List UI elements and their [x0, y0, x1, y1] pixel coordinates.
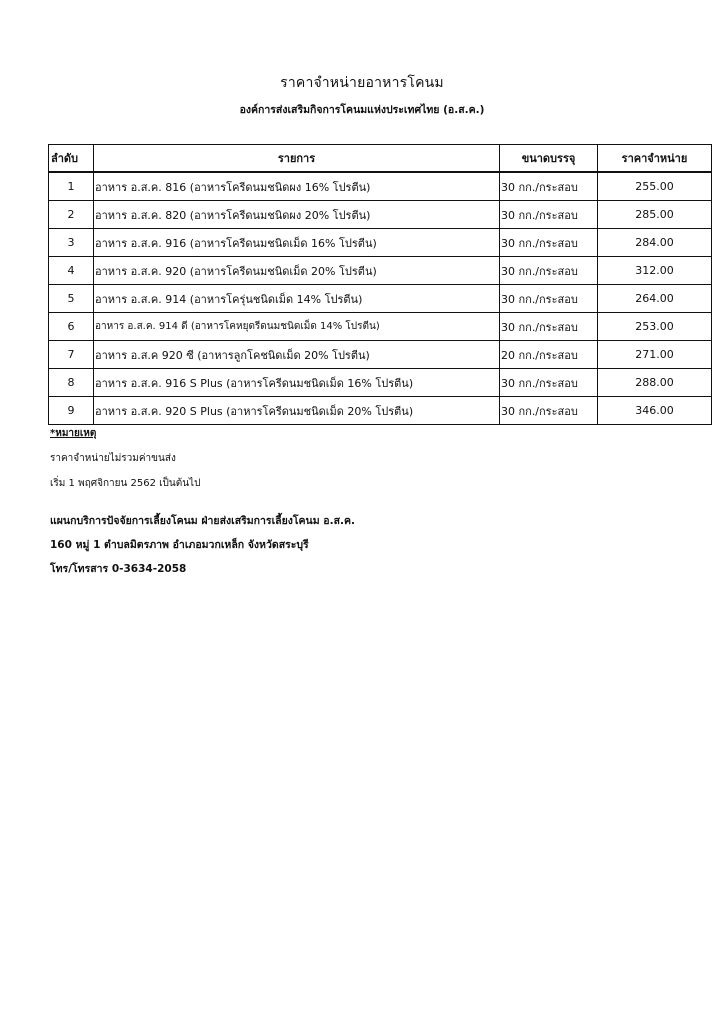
row-number: 3 [49, 229, 94, 257]
row-price: 312.00 [598, 257, 712, 285]
row-item: อาหาร อ.ส.ค. 816 (อาหารโครีดนมชนิดผง 16% โปรตีน) [94, 172, 500, 201]
row-item: อาหาร อ.ส.ค. 920 S Plus (อาหารโครีดนมชนิดเม็ด 20% โปรตีน) [94, 397, 500, 425]
row-package: 30 กก./กระสอบ [500, 229, 598, 257]
table-row [49, 397, 712, 425]
row-item: อาหาร อ.ส.ค. 820 (อาหารโครีดนมชนิดผง 20% โปรตีน) [94, 201, 500, 229]
row-package: 30 กก./กระสอบ [500, 369, 598, 397]
contact-address: 160 หมู่ 1 ตำบลมิตรภาพ อำเภอมวกเหล็ก จังหวัดสระบุรี [50, 539, 309, 551]
contact-phone: โทร/โทรสาร 0-3634-2058 [50, 563, 187, 575]
row-package: 30 กก./กระสอบ [500, 285, 598, 313]
row-price: 253.00 [598, 313, 712, 341]
row-item: อาหาร อ.ส.ค 920 ซี (อาหารลูกโคชนิดเม็ด 20% โปรตีน) [94, 341, 500, 369]
row-price: 255.00 [598, 172, 712, 201]
header-price: ราคาจำหน่าย [598, 145, 712, 173]
row-package: 30 กก./กระสอบ [500, 201, 598, 229]
row-number: 1 [49, 172, 94, 201]
table-row [49, 229, 712, 257]
row-price: 346.00 [598, 397, 712, 425]
row-number: 5 [49, 285, 94, 313]
row-number: 8 [49, 369, 94, 397]
row-item: อาหาร อ.ส.ค. 914 ดี (อาหารโคหยุดรีดนมชนิดเม็ด 14% โปรตีน) [94, 313, 500, 341]
row-item: อาหาร อ.ส.ค. 916 S Plus (อาหารโครีดนมชนิดเม็ด 16% โปรตีน) [94, 369, 500, 397]
contact-section [50, 514, 355, 586]
row-package: 20 กก./กระสอบ [500, 341, 598, 369]
row-number: 7 [49, 341, 94, 369]
row-price: 264.00 [598, 285, 712, 313]
notes-section [50, 426, 200, 491]
page-title: ราคาจำหน่ายอาหารโคนม [280, 75, 444, 91]
row-price: 284.00 [598, 229, 712, 257]
page-subtitle: องค์การส่งเสริมกิจการโคนมแห่งประเทศไทย (อ.ส.ค.) [239, 104, 485, 116]
row-number: 9 [49, 397, 94, 425]
row-number: 4 [49, 257, 94, 285]
table-row [49, 313, 712, 341]
row-package: 30 กก./กระสอบ [500, 397, 598, 425]
row-package: 30 กก./กระสอบ [500, 313, 598, 341]
row-price: 288.00 [598, 369, 712, 397]
table-row [49, 369, 712, 397]
table-row [49, 341, 712, 369]
notes-title: *หมายเหตุ [50, 428, 97, 439]
row-item: อาหาร อ.ส.ค. 914 (อาหารโครุ่นชนิดเม็ด 14% โปรตีน) [94, 285, 500, 313]
row-number: 6 [49, 313, 94, 341]
header-item: รายการ [94, 145, 500, 173]
table-row [49, 201, 712, 229]
note-line: เริ่ม 1 พฤศจิกายน 2562 เป็นต้นไป [50, 478, 201, 489]
header-no: ลำดับ [49, 145, 94, 173]
header-package: ขนาดบรรจุ [500, 145, 598, 173]
row-package: 30 กก./กระสอบ [500, 257, 598, 285]
row-package: 30 กก./กระสอบ [500, 172, 598, 201]
note-line: ราคาจำหน่ายไม่รวมค่าขนส่ง [50, 453, 176, 464]
row-price: 285.00 [598, 201, 712, 229]
table-header-row [49, 145, 712, 173]
price-table [48, 144, 712, 425]
table-row [49, 172, 712, 201]
table-row [49, 257, 712, 285]
row-price: 271.00 [598, 341, 712, 369]
contact-department: แผนกบริการปัจจัยการเลี้ยงโคนม ฝ่ายส่งเสริมการเลี้ยงโคนม อ.ส.ค. [50, 515, 356, 527]
row-item: อาหาร อ.ส.ค. 920 (อาหารโครีดนมชนิดเม็ด 20% โปรตีน) [94, 257, 500, 285]
row-item: อาหาร อ.ส.ค. 916 (อาหารโครีดนมชนิดเม็ด 16% โปรตีน) [94, 229, 500, 257]
row-number: 2 [49, 201, 94, 229]
table-row [49, 285, 712, 313]
